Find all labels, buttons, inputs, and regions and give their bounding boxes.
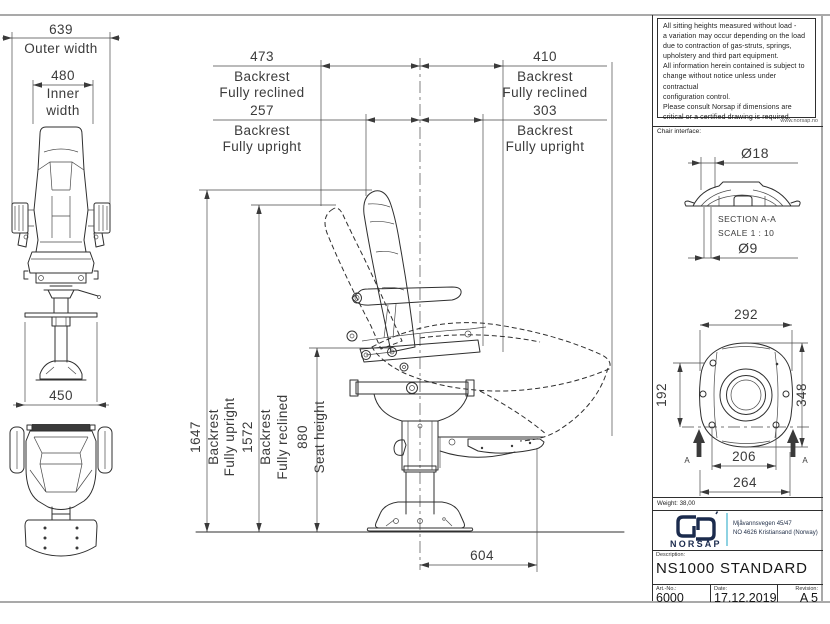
right-panel-divider xyxy=(652,15,653,601)
note-line: Please consult Norsap if dimensions are xyxy=(663,103,792,111)
dim-plate-height: 348 xyxy=(794,383,809,407)
dim-reclined-right-label1: Backrest xyxy=(517,69,573,84)
sheet-border-bottom xyxy=(0,601,830,603)
note-line: All sitting heights measured without load - xyxy=(663,23,797,30)
dim-upright-right-label2: Fully upright xyxy=(505,139,585,154)
front-view xyxy=(2,22,120,408)
weight-value: 38,00 xyxy=(679,500,696,507)
dim-upright-right-label1: Backrest xyxy=(517,123,573,138)
dim-height-reclined-label1: Backrest xyxy=(258,409,273,465)
section-view xyxy=(685,145,800,261)
top-view xyxy=(10,424,112,556)
plate-drawing xyxy=(682,343,810,447)
logo-divider xyxy=(726,513,728,546)
general-notes-box xyxy=(657,18,816,121)
base-plate-view xyxy=(654,307,810,496)
dim-reclined-left-label2: Fully reclined xyxy=(219,85,305,100)
sheet-border-right xyxy=(821,14,823,603)
dim-bolt-horizontal: 206 xyxy=(732,449,756,464)
section-marker-left: A xyxy=(684,456,690,465)
note-line: change without notice unless under contractual xyxy=(663,73,777,91)
dim-footrest-reach: 604 xyxy=(470,548,494,563)
dim-bolt-vertical: 192 xyxy=(654,383,669,407)
art-no-label: Art.-No.: xyxy=(656,586,677,592)
section-marker-right: A xyxy=(802,456,808,465)
titleblock-line xyxy=(652,510,823,511)
panel-separator xyxy=(652,126,823,127)
date-value: 17.12.2019 xyxy=(714,591,777,605)
titleblock-line xyxy=(652,497,823,498)
brand-name: NORSAP xyxy=(670,539,722,549)
footrest-bolt-dots xyxy=(44,527,79,550)
revision-label: Revision: xyxy=(795,586,818,592)
dim-plate-width: 292 xyxy=(734,307,758,322)
section-scale: SCALE 1 : 10 xyxy=(718,228,775,238)
titleblock-line xyxy=(652,584,823,585)
revision-value: A 5 xyxy=(799,591,818,605)
dim-reclined-left: 473 xyxy=(250,49,274,64)
dim-upright-left-label2: Fully upright xyxy=(222,139,302,154)
dim-height-upright-label2: Fully upright xyxy=(222,397,237,477)
note-line: configuration control. xyxy=(663,93,731,101)
section-title: SECTION A-A xyxy=(718,214,777,224)
titleblock-cell-divider xyxy=(710,584,711,602)
dim-seat-height-value: 880 xyxy=(295,425,310,449)
dim-upright-right: 303 xyxy=(533,103,557,118)
side-view xyxy=(188,49,624,572)
norsap-logo-icon xyxy=(678,512,718,540)
titleblock-line xyxy=(652,550,823,551)
dim-outer-width-value: 639 xyxy=(49,22,73,37)
chair-side-drawing xyxy=(325,191,610,531)
dim-height-reclined-label2: Fully reclined xyxy=(275,394,290,480)
dim-inner-width-label-1: Inner xyxy=(46,86,80,101)
titleblock-cell-divider xyxy=(777,584,778,602)
description-value: NS1000 STANDARD xyxy=(656,560,808,577)
sheet-border-top xyxy=(0,14,830,16)
website-url: www.norsap.no xyxy=(780,118,818,124)
note-line: upholstery and third part equipment. xyxy=(663,53,779,61)
note-line: All information herein contained is subject to xyxy=(663,63,805,71)
note-line: a variation may occur depending on the load xyxy=(663,33,806,41)
weight-field xyxy=(657,500,695,507)
dim-base-width-value: 450 xyxy=(49,388,73,403)
date-label: Date: xyxy=(714,586,728,592)
address-line-1: Mjåvannsvegen 45/47 xyxy=(733,521,792,527)
chair-front-drawing xyxy=(12,127,110,380)
dim-dia-large: Ø18 xyxy=(741,145,769,161)
weight-label: Weight: xyxy=(657,500,678,507)
section-dome-drawing xyxy=(685,182,800,206)
dim-height-upright-value: 1647 xyxy=(188,421,203,453)
dim-dia-small: Ø9 xyxy=(738,240,758,256)
dim-reclined-right-label2: Fully reclined xyxy=(502,85,588,100)
dim-height-upright-label1: Backrest xyxy=(206,409,221,465)
dim-height-reclined-value: 1572 xyxy=(240,421,255,453)
dim-inner-width-value: 480 xyxy=(51,68,75,83)
description-label: Description: xyxy=(656,552,686,558)
dim-outer-width-label: Outer width xyxy=(24,41,98,56)
art-no-value: 6000 xyxy=(656,591,684,605)
dim-reclined-left-label1: Backrest xyxy=(234,69,290,84)
note-line: critical or a certified drawing is required. xyxy=(663,113,791,121)
dim-reclined-right: 410 xyxy=(533,49,557,64)
dim-seat-height-label: Seat height xyxy=(312,400,327,474)
dim-outer-horizontal: 264 xyxy=(733,475,757,490)
address-line-2: NO 4626 Kristiansand (Norway) xyxy=(733,529,818,536)
chair-interface-label: Chair interface: xyxy=(657,128,702,135)
dim-inner-width-label-2: width xyxy=(46,103,80,118)
note-line: due to contraction of gas-struts, springs, xyxy=(663,43,792,51)
dim-upright-left: 257 xyxy=(250,103,274,118)
dim-upright-left-label1: Backrest xyxy=(234,123,290,138)
